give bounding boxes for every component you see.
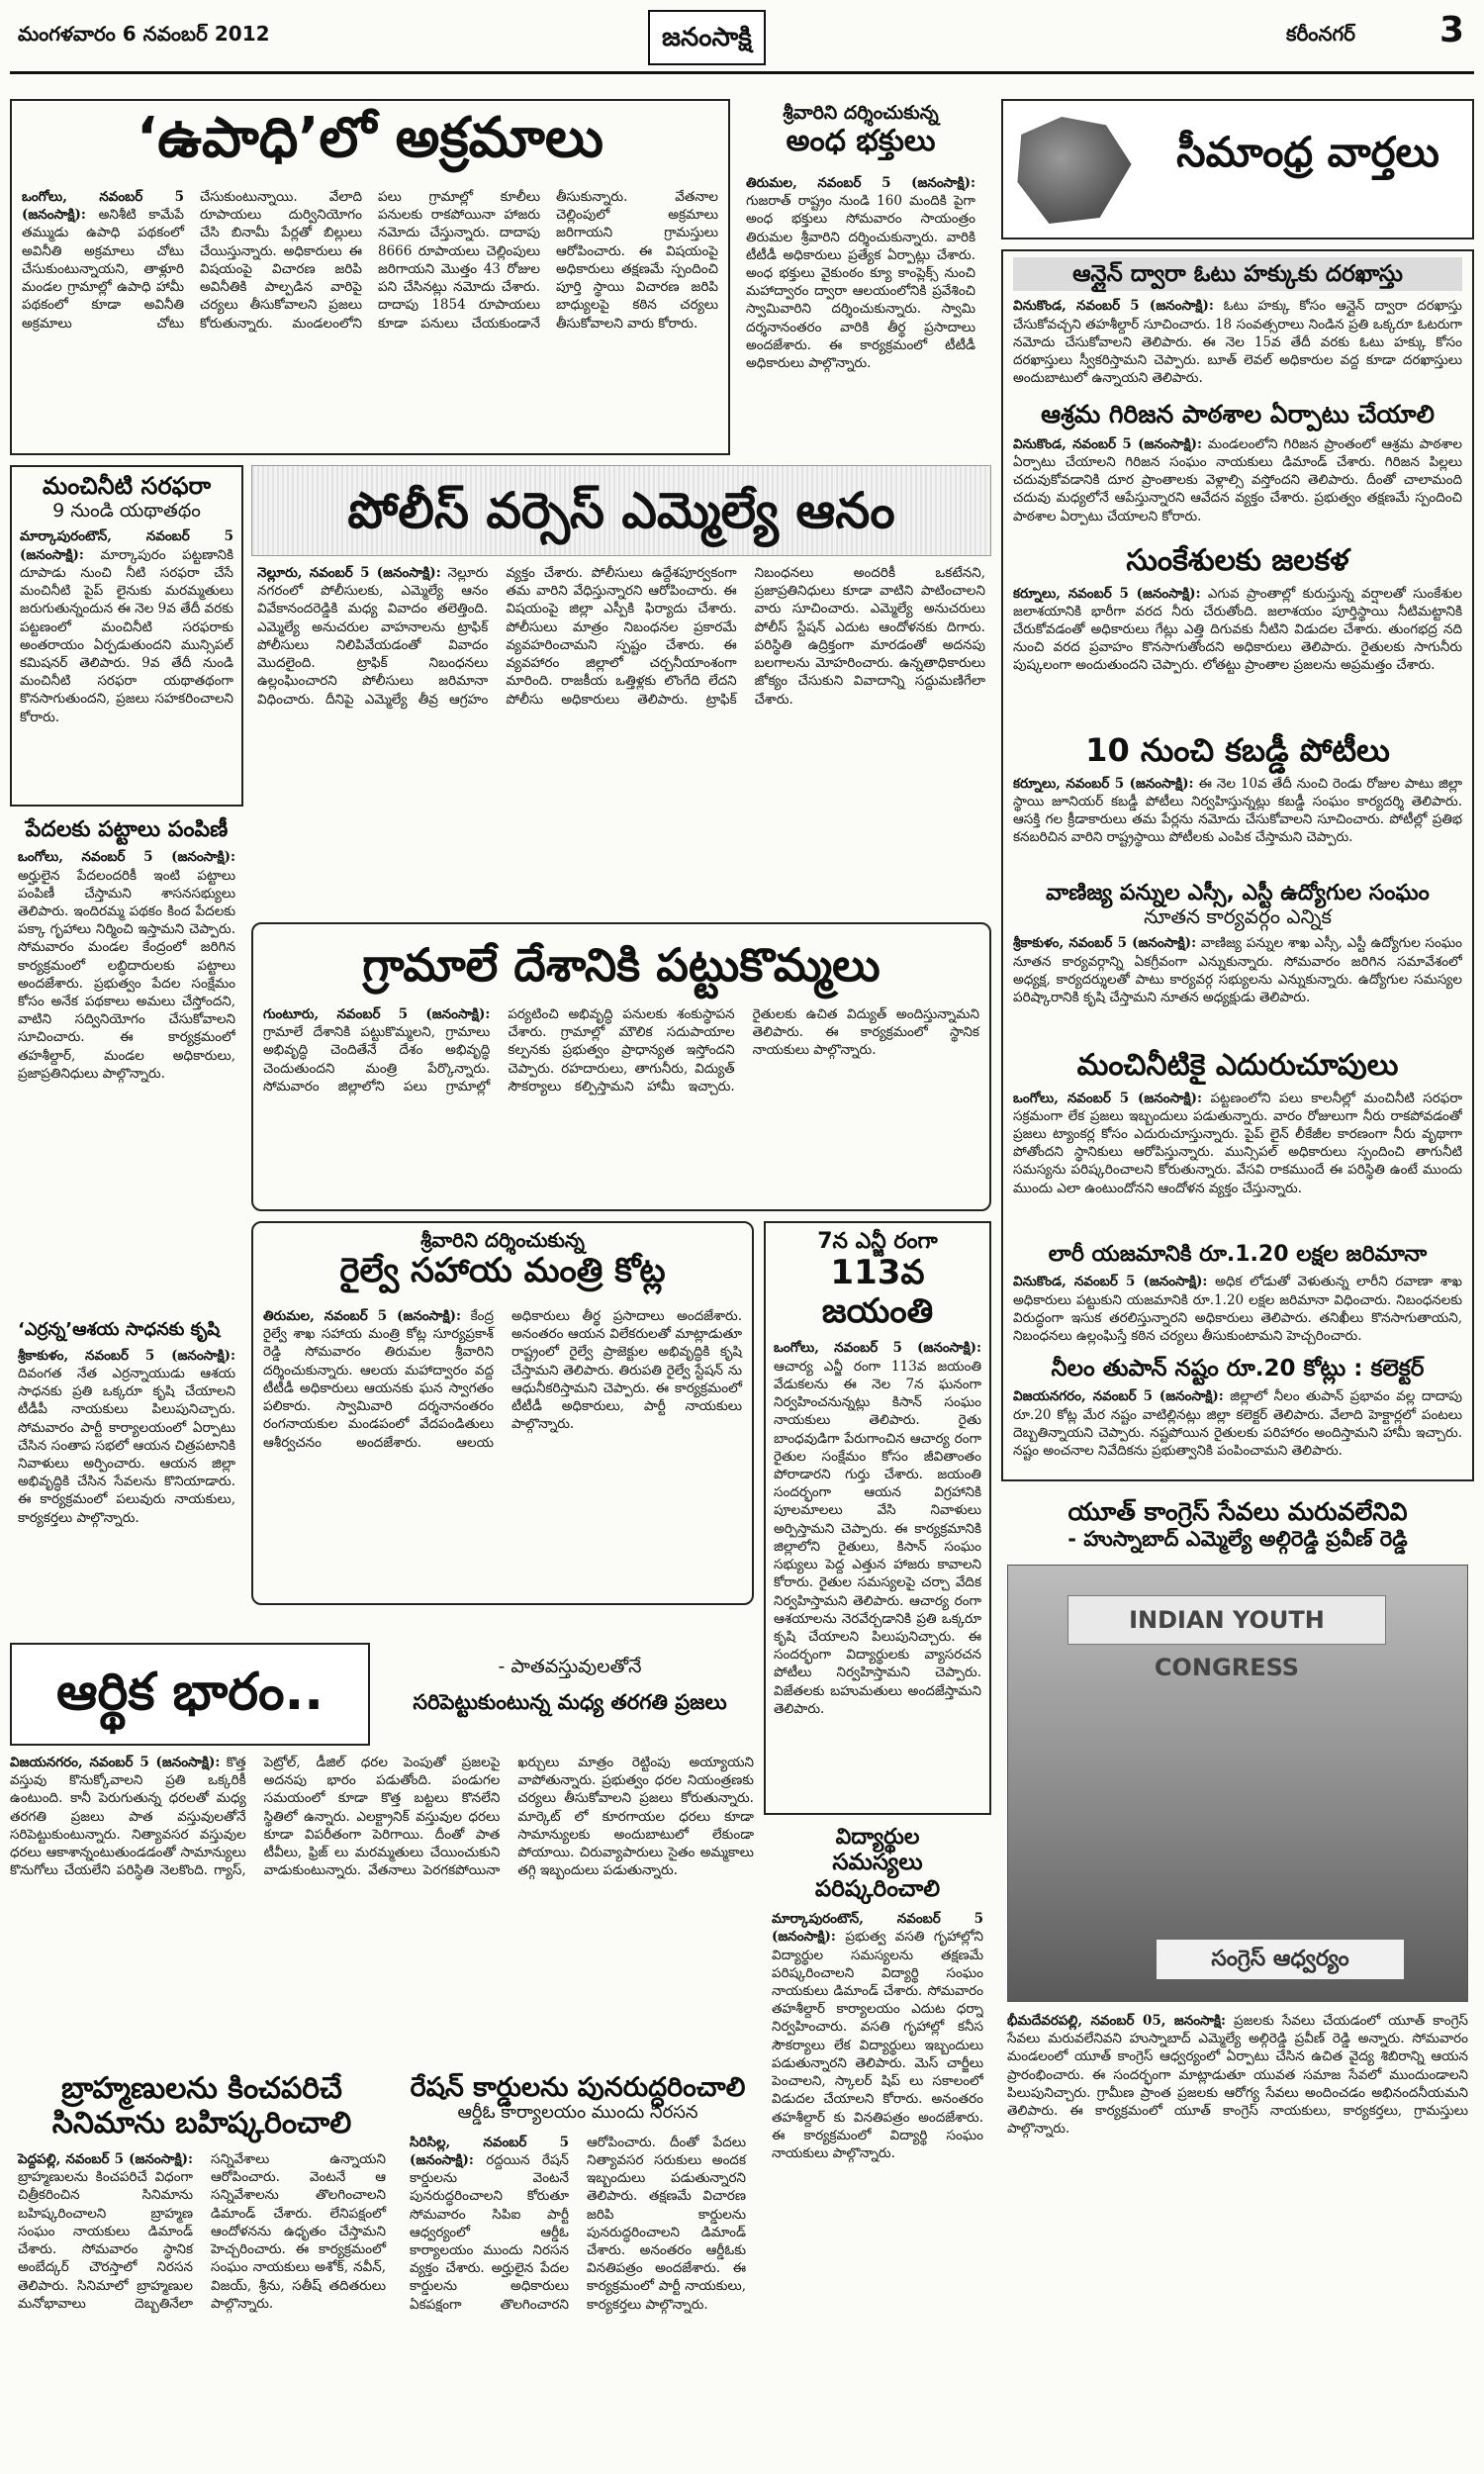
article-body — [18, 2150, 386, 2437]
headline: 113వ జయంతి — [821, 1253, 934, 1332]
article-text: ఆచార్య ఎన్జీ రంగా 113వ జయంతి వేడుకలను ఈ నెల 7న ఘనంగా నిర్వహించనున్నట్లు కిసాన్ సంఘం నాయకులు తెలిపారు. రైతు బాంధవుడిగా పేరుగాంచిన ఆచార్య రంగా రైతుల సంక్షేమం కోసం జీవితాంతం పోరాడారని గుర్తు చేశారు. జయంతి సందర్భంగా ఆయన విగ్రహానికి పూలమాలలు వేసి నివాళులు అర్పిస్తామని చెప్పారు. ఈ కార్యక్రమానికి జిల్లాలోని రైతులు, కిసాన్ సంఘం సభ్యులు పెద్ద ఎత్తున హాజరు కావాలని కోరారు. రైతుల సమస్యలపై చర్చా వేదిక నిర్వహిస్తామని తెలిపారు. ఆచార్య రంగా ఆశయాలను నెరవేర్చడానికి ప్రతి ఒక్కరూ కృషి చేయాలని పిలుపునిచ్చారు. ఈ సందర్భంగా విద్యార్థులకు వ్యాసరచన పోటీలు నిర్వహిస్తామని చెప్పారు. విజేతలకు బహుమతులు అందజేస్తామని తెలిపారు. — [774, 1358, 981, 1717]
article-text: రద్దయిన రేషన్ కార్డులను వెంటనే పునరుద్ధరించాలని కోరుతూ సోమవారం సిపిఐ పార్టీ ఆధ్వర్యంలో ఆర్డీఓ కార్యాలయం ముందు నిరసన వ్యక్తం చేశారు. అర్హులైన పేదల కార్డులను అధికారులు ఏకపక్షంగా తొలగించారని ఆరోపించారు. దీంతో పేదలు నిత్యావసర సరుకులు అందక ఇబ్బందులు పడుతున్నారని తెలిపారు. తక్షణమే విచారణ జరిపి కార్డులను పునరుద్ధరించాలని డిమాండ్ చేశారు. అనంతరం ఆర్డీఓకు వినతిపత్రం అందజేశారు. ఈ కార్యక్రమంలో పార్టీ నాయకులు, కార్యకర్తలు పాల్గొన్నారు. — [410, 2134, 746, 2313]
article-text: పట్టణంలోని పలు కాలనీల్లో మంచినీటి సరఫరా సక్రమంగా లేక ప్రజలు ఇబ్బందులు పడుతున్నారు. వారం రోజులుగా నీరు రాకపోవడంతో ప్రజలు ట్యాంకర్ల కోసం ఎదురుచూస్తున్నారు. పైప్ లైన్ లీకేజీల కారణంగా నీరు వృథాగా పోతోందని స్థానికులు ఆరోపిస్తున్నారు. మున్సిపల్ అధికారులు స్పందించి తాగునీటి సమస్యను పరిష్కరించాలని కోరుతున్నారు. వేసవి రాకముందే ఈ పరిస్థితి ఉంటే ముందు ముందు ఎలా ఉంటుందోనని ఆందోళన వ్యక్తం చేస్తున్నారు. — [1013, 1090, 1462, 1196]
headline: లారీ యజమానికి రూ.1.20 లక్షల జరిమానా — [1048, 1242, 1428, 1267]
article-text: మార్కాపురం పట్టణానికి దూపాడు నుంచి నీటి సరఫరా చేసే మంచినీటి పైప్ లైనుకు మరమ్మతులు జరుగుతున్నందున ఈ నెల 9వ తేదీ వరకు పట్టణంలో మంచినీటి సరఫరాకు అంతరాయం ఏర్పడుతుందని మున్సిపల్ కమిషనర్ తెలిపారు. 9వ తేదీ నుండి మంచినీటి సరఫరా యథాతథంగా కొనసాగుతుందని, ప్రజలు సహకరించాలని కోరారు. — [20, 546, 233, 725]
headline-sub: నూతన కార్యవర్గం ఎన్నిక — [1144, 904, 1332, 929]
headline: గ్రామాలే దేశానికి పట్టుకొమ్మలు — [362, 938, 881, 992]
dateline: గుంటూరు, నవంబర్ 5 (జనంసాక్షి): — [263, 1006, 491, 1022]
dateline: శ్రీకాకుళం, నవంబర్ 5 (జనంసాక్షి): — [1013, 935, 1197, 952]
article-text: కొత్త వస్తువు కొనుక్కోవాలని ప్రతి ఒక్కరికీ ఉంటుంది. కానీ పెరుగుతున్న ధరలతో మధ్య తరగతి ప్రజలు పాత వస్తువులతోనే సరిపెట్టుకుంటున్నారు. నిత్యావసర వస్తువుల ధరలు ఆకాశాన్నంటుతుండడంతో సామాన్యులు కొనుగోలు చేయలేని పరిస్థితి నెలకొంది. గ్యాస్, పెట్రోల్, డీజిల్ ధరల పెంపుతో ప్రజలపై అదనపు భారం పడుతోంది. పండుగల సమయంలో కూడా కొత్త బట్టలు కొనలేని స్థితిలో ఉన్నారు. ఎలక్ట్రానిక్ వస్తువుల ధరలు కూడా విపరీతంగా పెరిగాయి. దీంతో పాత టీవీలు, ఫ్రిజ్ లు మరమ్మతులు చేయించుకుని వాడుకుంటున్నారు. వేతనాలు పెరగకపోయినా ఖర్చులు మాత్రం రెట్టింపు అయ్యాయని వాపోతున్నారు. ప్రభుత్వం ధరల నియంత్రణకు చర్యలు తీసుకోవాలని ప్రజలు కోరుతున్నారు. మార్కెట్ లో కూరగాయల ధరలు కూడా సామాన్యులకు అందుబాటులో లేకుండా పోయాయి. చిరువ్యాపారులు సైతం అమ్మకాలు తగ్గి ఇబ్బందులు పడుతున్నారు. — [10, 1755, 754, 1879]
headline-kicker: శ్రీవారిని దర్శించుకున్న — [420, 1228, 585, 1252]
article-body — [1013, 435, 1462, 539]
seemandhra-banner — [1001, 99, 1474, 239]
headline: వాణిజ్య పన్నుల ఎస్సీ, ఎస్టీ ఉద్యోగుల సంఘం — [1046, 881, 1430, 905]
article-body — [1013, 1273, 1462, 1352]
article-arthika-bharam — [10, 1643, 754, 2058]
article-body — [18, 848, 235, 1298]
headline: రేషన్ కార్డులను పునరుద్ధరించాలి — [410, 2072, 746, 2103]
article-neelam — [1013, 1356, 1462, 1470]
masthead — [0, 0, 1484, 79]
article-body — [263, 1005, 979, 1198]
dateline: మార్కాపురంటౌన్, నవంబర్ 5 (జనంసాక్షి): — [772, 1911, 983, 1946]
article-body — [20, 527, 233, 780]
article-lorry — [1013, 1242, 1462, 1356]
article-upadhi — [10, 99, 730, 455]
article-text: మండలంలోని గిరిజన ప్రాంతంలో ఆశ్రమ పాఠశాల ఏర్పాటు చేయాలని గిరిజన సంఘం నాయకులు డిమాండ్ చేశారు. గిరిజన పిల్లలు చదువుకోవడానికి దూర ప్రాంతాలకు వెళ్లాల్సి వస్తోందని తెలిపారు. దీంతో చాలామంది చదువు మధ్యలోనే ఆపేస్తున్నారని ఆవేదన వ్యక్తం చేశారు. ప్రభుత్వం తక్షణమే స్పందించి పాఠశాల ఏర్పాటు చేయాలని కోరారు. — [1013, 435, 1462, 524]
article-text: జిల్లాలో నీలం తుపాన్ ప్రభావం వల్ల దాదాపు రూ.20 కోట్ల మేర నష్టం వాటిల్లినట్లు జిల్లా కలెక్టర్ తెలిపారు. వేలాది హెక్టార్లలో పంటలు దెబ్బతిన్నాయని చెప్పారు. నష్టపోయిన రైతులకు పరిహారం అందిస్తామని హామీ ఇచ్చారు. నష్టం అంచనాల నివేదికను ప్రభుత్వానికి పంపించామని తెలిపారు. — [1013, 1388, 1462, 1460]
article-kabaddi — [1013, 732, 1462, 881]
headline-sub: - పాతవస్తువులతోనే — [498, 1656, 642, 1677]
headline: మంచినీటి సరఫరా — [42, 472, 212, 500]
article-ashrama — [1013, 401, 1462, 544]
headline: 10 నుంచి కబడ్డీ పోటీలు — [1085, 732, 1390, 769]
news-photo — [1007, 1565, 1468, 2002]
article-pedalaku-pattalu — [10, 813, 243, 1308]
headline-sub-2: సరిపెట్టుకుంటున్న మధ్య తరగతి ప్రజలు — [413, 1690, 727, 1714]
dateline: శ్రీకాకుళం, నవంబర్ 5 (జనంసాక్షి): — [18, 1347, 235, 1364]
masthead-rule — [10, 71, 1474, 74]
dateline: ఒంగోలు, నవంబర్ 5 (జనంసాక్షి): — [18, 849, 235, 866]
article-manchineeti-sarafara — [10, 465, 243, 807]
article-text: అనిశీటి కామేపే తమ్ముడు ఉపాధి పథకంలో అవినీతి అక్రమాలు చోటు చేసుకుంటున్నాయని, తాళ్లూరి మండల గ్రామాల్లో ఉపాధి హామీ పథకంలో కూడా అవినీతి అక్రమాలు చోటు చేసుకుంటున్నాయి. వేలాది రూపాయలు దుర్వినియోగం చేసి బినామీ పేర్లతో బిల్లులు చేయిస్తున్నారు. అధికారులు ఈ విషయంపై విచారణ జరిపి అవినీతికి పాల్పడిన వారిపై చర్యలు తీసుకోవాలని ప్రజలు కోరుతున్నారు. మండలంలోని పలు గ్రామాల్లో కూలీలు పనులకు రాకపోయినా హాజరు నమోదు చేస్తున్నారు. దాదాపు 8666 రూపాయలు చెల్లింపులు జరిగాయని మొత్తం 43 రోజుల పని చేసినట్లు నమోదు చేశారు. దాదాపు 1854 రూపాయలు కూడా పనులు చేయకుండానే తీసుకున్నారు. వేతనాల చెల్లింపులో అక్రమాలు జరిగాయని గ్రామస్తులు ఆరోపించారు. ఈ విషయంపై అధికారులు తక్షణమే స్పందించి పూర్తి స్థాయి విచారణ జరిపి బాధ్యులపై కఠిన చర్యలు తీసుకోవాలని వారు కోరారు. — [22, 189, 718, 332]
headline-sub: ఆర్డీఓ కార్యాలయం ముందు నిరసన — [457, 2102, 698, 2124]
article-body — [410, 2134, 746, 2430]
headline: ‘ఎర్రన్న’ఆశయ సాధనకు కృషి — [18, 1319, 221, 1340]
dateline: విజయనగరం, నవంబర్ 5 (జనంసాక్షి): — [1013, 1388, 1224, 1405]
article-vanijya — [1013, 881, 1462, 1049]
dateline: భీమదేవరపల్లి, నవంబర్ 05, జనంసాక్షి: — [1007, 2012, 1227, 2029]
article-text: ప్రజలకు సేవలు చేయడంలో యూత్ కాంగ్రెస్ సేవలు మరువలేనివని హుస్నాబాద్ ఎమ్మెల్యే అల్గిరెడ్డి ప్రవీణ్ రెడ్డి అన్నారు. సోమవారం మండలంలో యూత్ కాంగ్రెస్ ఆధ్వర్యంలో ఏర్పాటు చేసిన ఉచిత వైద్య శిబిరాన్ని ఆయన ప్రారంభించారు. ఈ సందర్భంగా మాట్లాడుతూ యువత సమాజ సేవలో ముందుండాలని పిలుపునిచ్చారు. గ్రామీణ ప్రాంత ప్రజలకు ఆరోగ్య సేవలు అందించడం అభినందనీయమని తెలిపారు. ఈ కార్యక్రమంలో యూత్ కాంగ్రెస్ నాయకులు, కార్యకర్తలు, గ్రామస్తులు పాల్గొన్నారు. — [1007, 2012, 1468, 2138]
state-map-graphic — [1011, 111, 1138, 230]
dateline: తిరుమల, నవంబర్ 5 (జనంసాక్షి): — [746, 174, 975, 191]
headline: నీలం తుపాన్ నష్టం రూ.20 కోట్లు : కలెక్టర్ — [1051, 1356, 1425, 1381]
article-body — [251, 564, 991, 910]
article-text: అధిక లోడుతో వెళుతున్న లారీని రవాణా శాఖ అధికారులు పట్టుకుని యజమానికి రూ.1.20 లక్షల జరిమానా విధించారు. నిబంధనలకు విరుద్ధంగా ఇసుక తరలిస్తున్నారని అధికారులు తెలిపారు. తనిఖీలు కొనసాగుతాయని, నిబంధనలు ఉల్లంఘిస్తే కఠిన చర్యలు తీసుకుంటామని హెచ్చరించారు. — [1013, 1274, 1462, 1344]
article-police-vs-mla — [251, 465, 991, 912]
headline: రైల్వే సహాయ మంత్రి కోట్ల — [339, 1251, 666, 1290]
article-vidyarthula — [764, 1821, 991, 2415]
dateline: పెద్దపల్లి, నవంబర్ 5 (జనంసాక్షి): — [18, 2151, 193, 2167]
dateline: కర్నూలు, నవంబర్ 5 (జనంసాక్షి): — [1013, 585, 1201, 602]
article-online-vote — [1013, 257, 1462, 401]
article-body — [774, 1339, 981, 1815]
headline: పేదలకు పట్టాలు పంపిణీ — [25, 817, 229, 842]
headline: యూత్ కాంగ్రెస్ సేవలు మరువలేనివి — [1067, 1497, 1408, 1526]
dateline: మార్కాపురంటౌన్, నవంబర్ 5 (జనంసాక్షి): — [20, 528, 233, 563]
article-body — [263, 1307, 742, 1589]
dateline: విజయనగరం, నవంబర్ 5 (జనంసాక్షి): — [10, 1755, 221, 1770]
dateline: వినుకొండ, నవంబర్ 5 (జనంసాక్షి): — [1013, 298, 1214, 315]
article-text: ఓటు హక్కు కోసం ఆన్లైన్ ద్వారా దరఖాస్తు చేసుకోవచ్చని తహశీల్దార్ సూచించారు. 18 సంవత్సరాలు నిండిన ప్రతి ఒక్కరూ ఓటరుగా నమోదు చేసుకోవాలని తెలిపారు. ఈ నెల 15వ తేదీ వరకు ఓటు హక్కు కోసం దరఖాస్తులు స్వీకరిస్తామని చెప్పారు. బూత్ లెవల్ అధికారుల వద్ద కూడా దరఖాస్తులు అందుబాటులో ఉన్నాయని తెలిపారు. — [1013, 298, 1462, 387]
dateline: ఒంగోలు, నవంబర్ 5 (జనంసాక్షి): — [1013, 1090, 1202, 1106]
dateline: నెల్లూరు, నవంబర్ 5 (జనంసాక్షి): — [257, 565, 441, 581]
article-body — [1013, 585, 1462, 728]
dateline: ఒంగోలు, నవంబర్ 5 (జనంసాక్షి): — [774, 1340, 981, 1357]
article-railway-minister — [251, 1221, 754, 1605]
headline: అంధ భక్తులు — [786, 123, 936, 158]
photo-caption: సంగ్రెస్ ఆధ్వర్యం — [1157, 1940, 1404, 1979]
headline: ‘ఉపాధి’లో అక్రమాలు — [137, 106, 603, 170]
article-srivari-andha — [740, 99, 981, 455]
article-text: గుజరాత్ రాష్ట్రం నుండి 160 మందికి పైగా అంధ భక్తులు సోమవారం సాయంత్రం తిరుమల శ్రీవారిని దర్శించుకున్నారు. వారికి టీటీడీ అధికారులు ప్రత్యేక ఏర్పాట్లు చేశారు. అంధ భక్తులు వైకుంఠం క్యూ కాంప్లెక్స్ నుంచి మహాద్వారం ద్వారా ఆలయంలోనికి ప్రవేశించి స్వామివారిని దర్శించుకున్నారు. స్వామి దర్శనానంతరం వారికి తీర్థ ప్రసాదాలు అందజేశారు. ఈ కార్యక్రమంలో టీటీడీ అధికారులు పాల్గొన్నారు. — [746, 193, 975, 372]
headline: ఆన్లైన్ ద్వారా ఓటు హక్కుకు దరఖాస్తు — [1013, 257, 1462, 291]
headline-kicker: 7న ఎన్జీ రంగా — [817, 1229, 938, 1254]
issue-date: మంగళవారం 6 నవంబర్ 2012 — [18, 22, 270, 46]
article-body — [1013, 775, 1462, 874]
headline: పోలీస్ వర్సెస్ ఎమ్మెల్యే ఆనం — [251, 465, 991, 556]
headline: ఆశ్రమ గిరిజన పాఠశాల ఏర్పాటు చేయాలి — [1041, 401, 1435, 428]
page-number: 3 — [1439, 10, 1465, 50]
newspaper-logo: జనంసాక్షి — [648, 10, 766, 65]
dateline: తిరుమల, నవంబర్ 5 (జనంసాక్షి): — [263, 1308, 462, 1324]
article-body — [772, 1910, 983, 2415]
headline: సుంకేశులకు జలకళ — [1126, 544, 1349, 578]
dateline: ఒంగోలు, నవంబర్ 5 (జనంసాక్షి): — [22, 189, 184, 224]
article-ng-ranga — [764, 1221, 991, 1815]
right-column — [1001, 249, 1474, 1481]
article-erranna — [10, 1316, 243, 1633]
article-text: నెల్లూరు నగరంలో పోలీసులకు, ఎమ్మెల్యే ఆనం వివేకానందరెడ్డికి మధ్య వివాదం తలెత్తింది. ఎమ్మెల్యే అనుచరుల వాహనాలను ట్రాఫిక్ పోలీసులు నిలిపివేయడంతో వివాదం మొదలైంది. ట్రాఫిక్ నిబంధనలు ఉల్లంఘించారని పోలీసులు జరిమానా విధించారు. దీనిపై ఎమ్మెల్యే తీవ్ర ఆగ్రహం వ్యక్తం చేశారు. పోలీసులు ఉద్దేశపూర్వకంగా తమ వారిని వేధిస్తున్నారని ఆరోపించారు. ఈ విషయంపై జిల్లా ఎస్పీకి ఫిర్యాదు చేశారు. పోలీసులు మాత్రం నిబంధనల ప్రకారమే వ్యవహరించామని స్పష్టం చేశారు. ఈ వ్యవహారం జిల్లాలో చర్చనీయాంశంగా మారింది. రాజకీయ ఒత్తిళ్లకు లొంగేది లేదని పోలీసు అధికారులు తెలిపారు. ట్రాఫిక్ నిబంధనలు అందరికీ ఒకటేనని, ప్రజాప్రతినిధులు కూడా వాటిని పాటించాలని వారు సూచించారు. ఎమ్మెల్యే అనుచరులు పోలీస్ స్టేషన్ ఎదుట ఆందోళనకు దిగారు. పరిస్థితి ఉద్రిక్తంగా మారడంతో అదనపు బలగాలను మోహరించారు. ఉన్నతాధికారులు జోక్యం చేసుకుని వివాదాన్ని సద్దుమణిగేలా చేశారు. — [257, 565, 985, 708]
headline-kicker: విద్యార్థుల — [835, 1825, 920, 1850]
photo-banner-text: INDIAN YOUTH CONGRESS — [1067, 1595, 1386, 1645]
article-youth-congress — [1001, 1494, 1474, 2464]
article-body — [746, 174, 975, 439]
article-gramale — [251, 922, 991, 1211]
article-body — [1013, 934, 1462, 1033]
article-text: బ్రాహ్మణులను కించపరిచే విధంగా చిత్రీకరించిన సినిమాను బహిష్కరించాలని బ్రాహ్మణ సంఘం నాయకులు డిమాండ్ చేశారు. సోమవారం స్థానిక అంబేద్కర్ చౌరస్తాలో నిరసన తెలిపారు. సినిమాలో బ్రాహ్మణుల మనోభావాలు దెబ్బతినేలా సన్నివేశాలు ఉన్నాయని ఆరోపించారు. వెంటనే ఆ సన్నివేశాలను తొలగించాలని డిమాండ్ చేశారు. లేనిపక్షంలో ఆందోళనను ఉధృతం చేస్తామని హెచ్చరించారు. ఈ కార్యక్రమంలో సంఘం నాయకులు అశోక్, నవీన్, విజయ్, శ్రీను, సతీష్ తదితరులు పాల్గొన్నారు. — [18, 2151, 386, 2312]
dateline: కర్నూలు, నవంబర్ 5 (జనంసాక్షి): — [1013, 775, 1194, 792]
article-sunkesula — [1013, 544, 1462, 732]
headline: ఆర్థిక భారం.. — [10, 1643, 370, 1746]
article-text: దివంగత నేత ఎర్రన్నాయుడు ఆశయ సాధనకు ప్రతి ఒక్కరూ కృషి చేయాలని టీడీపీ నాయకులు పిలుపునిచ్చారు. సోమవారం పార్టీ కార్యాలయంలో ఏర్పాటు చేసిన సంతాప సభలో ఆయన చిత్రపటానికి నివాళులు అర్పించారు. ఆయన జిల్లా అభివృద్ధికి చేసిన సేవలను కొనియాడారు. ఈ కార్యక్రమంలో పలువురు నాయకులు, కార్యకర్తలు పాల్గొన్నారు. — [18, 1365, 235, 1526]
dateline: వినుకొండ, నవంబర్ 5 (జనంసాక్షి): — [1013, 435, 1203, 452]
article-text: ఎగువ ప్రాంతాల్లో కురుస్తున్న వర్షాలతో సుంకేశుల జలాశయానికి భారీగా వరద నీరు చేరుతోంది. జలాశయం పూర్తిస్థాయి నీటిమట్టానికి చేరుకోవడంతో అధికారులు గేట్లు ఎత్తి దిగువకు నీటిని విడుదల చేశారు. తుంగభద్ర నది నుంచి వరద ప్రవాహం కొనసాగుతోందని అధికారులు తెలిపారు. రైతులకు సాగునీరు పుష్కలంగా అందుతుందని చెప్పారు. లోతట్టు ప్రాంతాల ప్రజలను అప్రమత్తం చేశారు. — [1013, 585, 1462, 674]
article-text: అర్హులైన పేదలందరికీ ఇంటి పట్టాలు పంపిణీ చేస్తామని శాసనసభ్యులు తెలిపారు. ఇందిరమ్మ పథకం కింద పేదలకు పక్కా గృహాలు నిర్మించి ఇస్తామని చెప్పారు. సోమవారం మండల కేంద్రంలో జరిగిన కార్యక్రమంలో లబ్ధిదారులకు పట్టాలు అందజేశారు. ప్రభుత్వం పేదల సంక్షేమం కోసం అనేక పథకాలు అమలు చేస్తోందని, వాటిని సద్వినియోగం చేసుకోవాలని సూచించారు. ఈ కార్యక్రమంలో తహశీల్దార్, మండల అధికారులు, ప్రజాప్రతినిధులు పాల్గొన్నారు. — [18, 867, 235, 1082]
article-body — [1013, 297, 1462, 396]
headline-sub: 9 నుండి యథాతథం — [52, 499, 201, 522]
article-body — [1013, 1387, 1462, 1467]
article-text: కేంద్ర రైల్వే శాఖ సహాయ మంత్రి కోట్ల సూర్యప్రకాశ్ రెడ్డి సోమవారం తిరుమల శ్రీవారిని దర్శించుకున్నారు. ఆలయ మహాద్వారం వద్ద టీటీడీ అధికారులు ఆయనకు ఘన స్వాగతం పలికారు. స్వామివారి దర్శనానంతరం రంగనాయకుల మండపంలో వేదపండితులు ఆశీర్వచనం అందజేశారు. ఆలయ అధికారులు తీర్థ ప్రసాదాలు అందజేశారు. అనంతరం ఆయన విలేకరులతో మాట్లాడుతూ రాష్ట్రంలో రైల్వే ప్రాజెక్టుల అభివృద్ధికి కృషి చేస్తామని తెలిపారు. తిరుపతి రైల్వే స్టేషన్ ను ఆధునీకరిస్తామని చెప్పారు. ఈ కార్యక్రమంలో టీటీడీ అధికారులు, పార్టీ నాయకులు పాల్గొన్నారు. — [263, 1308, 742, 1451]
article-text: ఈ నెల 10వ తేదీ నుంచి రెండు రోజుల పాటు జిల్లా స్థాయి జూనియర్ కబడ్డీ పోటీలు నిర్వహిస్తున్నట్లు కబడ్డీ సంఘం కార్యదర్శి తెలిపారు. ఆసక్తి గల క్రీడాకారులు తమ పేర్లను నమోదు చేసుకోవాలని సూచించారు. పోటీల్లో ప్రతిభ కనబరిచిన వారిని రాష్ట్రస్థాయి పోటీలకు ఎంపిక చేస్తామని చెప్పారు. — [1013, 775, 1462, 846]
article-text: ప్రభుత్వ వసతి గృహాల్లోని విద్యార్థుల సమస్యలను తక్షణమే పరిష్కరించాలని విద్యార్థి సంఘం నాయకులు డిమాండ్ చేశారు. సోమవారం తహశీల్దార్ కార్యాలయం ఎదుట ధర్నా నిర్వహించారు. వసతి గృహాల్లో కనీస సౌకర్యాలు లేక విద్యార్థులు ఇబ్బందులు పడుతున్నారని తెలిపారు. మెస్ చార్జీలు పెంచాలని, స్కాలర్ షిప్ లు సకాలంలో విడుదల చేయాలని కోరారు. అనంతరం తహశీల్దార్ కు వినతిపత్రం అందజేశారు. ఈ కార్యక్రమంలో విద్యార్థి సంఘం నాయకులు పాల్గొన్నారు. — [772, 1929, 983, 2162]
article-text: వాణిజ్య పన్నుల శాఖ ఎస్సీ, ఎస్టీ ఉద్యోగుల సంఘం నూతన కార్యవర్గాన్ని ఏకగ్రీవంగా ఎన్నుకున్నారు. సోమవారం జరిగిన సమావేశంలో అధ్యక్ష, కార్యదర్శులతో పాటు కార్యవర్గ సభ్యులను ఎన్నుకున్నారు. ఉద్యోగుల సమస్యల పరిష్కారానికి కృషి చేస్తామని నూతన అధ్యక్షుడు తెలిపారు. — [1013, 935, 1462, 1005]
article-brahmanulu — [10, 2068, 394, 2464]
article-ration-cards — [402, 2068, 754, 2464]
article-body — [1013, 1090, 1462, 1238]
article-body — [18, 1347, 235, 1624]
dateline: వినుకొండ, నవంబర్ 5 (జనంసాక్షి): — [1013, 1274, 1208, 1290]
dateline: సిరిసిల్ల, నవంబర్ 5 (జనంసాక్షి): — [410, 2134, 569, 2168]
edition-city: కరీంనగర్ — [1286, 22, 1355, 46]
headline-2: సినిమాను బహిష్కరించాలి — [51, 2105, 352, 2141]
article-body — [10, 1754, 754, 2050]
banner-title: సీమాంధ్ర వార్తలు — [1176, 128, 1439, 176]
article-manchineeti-eduru — [1013, 1049, 1462, 1242]
article-text: గ్రామాలే దేశానికి పట్టుకొమ్మలని, గ్రామాలు అభివృద్ధి చెందితేనే దేశం అభివృద్ధి చెందుతుందని మంత్రి పేర్కొన్నారు. సోమవారం జిల్లాలోని పలు గ్రామాల్లో పర్యటించి అభివృద్ధి పనులకు శంకుస్థాపన చేశారు. గ్రామాల్లో మౌలిక సదుపాయాల కల్పనకు ప్రభుత్వం ప్రాధాన్యత ఇస్తోందని చెప్పారు. రహదారులు, తాగునీరు, విద్యుత్ సౌకర్యాలు కల్పిస్తామని హామీ ఇచ్చారు. రైతులకు ఉచిత విద్యుత్ అందిస్తున్నామని తెలిపారు. ఈ కార్యక్రమంలో స్థానిక నాయకులు పాల్గొన్నారు. — [263, 1006, 979, 1094]
headline: బ్రాహ్మణులను కించపరిచే — [61, 2071, 342, 2106]
headline-sub: - హుస్నాబాద్ ఎమ్మెల్యే అల్గిరెడ్డి ప్రవీణ్ రెడ్డి — [1067, 1526, 1408, 1551]
article-body — [1007, 2012, 1468, 2408]
headline-kicker: శ్రీవారిని దర్శించుకున్న — [783, 102, 939, 124]
article-body — [22, 188, 718, 440]
headline: సమస్యలు పరిష్కరించాలి — [814, 1850, 941, 1902]
headline: మంచినీటికై ఎదురుచూపులు — [1076, 1049, 1399, 1083]
